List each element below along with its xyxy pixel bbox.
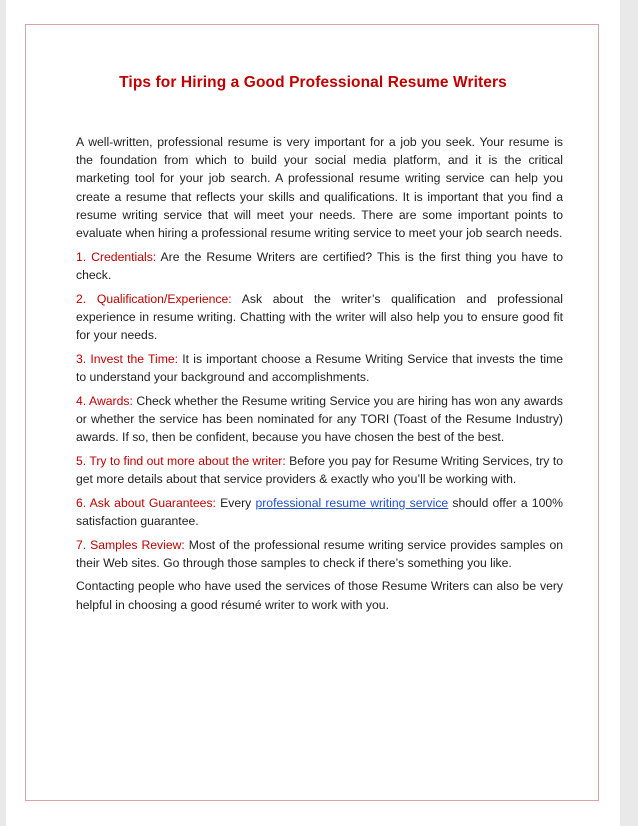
tip-qualification <box>76 290 563 345</box>
tip-label: 1. Credentials: <box>76 249 157 264</box>
tip-label: 5. Try to find out more about the writer: <box>76 453 286 468</box>
tip-label: 6. Ask about Guarantees: <box>76 495 216 510</box>
tip-text: Before you pay for Resume Writing Services, try to get more details about that service providers & exactly who you’ll be working with. <box>76 453 563 486</box>
tip-awards <box>76 392 563 447</box>
tip-label: 3. Invest the Time: <box>76 351 179 366</box>
tip-label: 2. Qualification/Experience: <box>76 291 232 306</box>
page-title: Tips for Hiring a Good Professional Resume Writers <box>119 74 507 91</box>
document-page <box>6 0 620 826</box>
tip-guarantees <box>76 494 563 530</box>
tip-text-before: Every <box>215 495 256 510</box>
tip-credentials <box>76 248 563 284</box>
tip-text-after: should offer a 100% satisfaction guarantee. <box>76 495 563 528</box>
tip-label: 7. Samples Review: <box>76 537 185 552</box>
intro-paragraph: A well-written, professional resume is very important for a job you seek. Your resume is the foundation from which to build your social media platform, and it is the critical marketing tool for your job search. A professional resume writing service can help you create a resume that reflects your skills and qualifications. It is important that you find a resume writing service that will meet your needs. There are some important points to evaluate when hiring a professional resume writing service to meet your job search needs. <box>76 135 563 241</box>
tip-invest-time <box>76 350 563 386</box>
tip-text: Check whether the Resume writing Service you are hiring has won any awards or whether the service has been nominated for any TORI (Toast of the Resume Industry) awards. If so, then be confident, because you have chosen the best of the best. <box>76 393 563 445</box>
tip-writer <box>76 452 563 488</box>
tip-text: It is important choose a Resume Writing Service that invests the time to understand your background and accomplishments. <box>76 351 563 384</box>
tip-text: Are the Resume Writers are certified? This is the first thing you have to check. <box>76 249 563 282</box>
document-body <box>76 133 563 619</box>
tip-label: 4. Awards: <box>76 393 133 408</box>
tip-text: Ask about the writer’s qualification and professional experience in resume writing. Chatting with the writer will also help you to ensure good fit for your needs. <box>76 291 563 343</box>
resume-service-link[interactable]: professional resume writing service <box>255 495 449 510</box>
tip-text: Most of the professional resume writing service provides samples on their Web sites. Go through those samples to check if there’s something you like. <box>76 537 563 570</box>
tip-samples <box>76 536 563 572</box>
closing-paragraph: Contacting people who have used the services of those Resume Writers can also be very helpful in choosing a good résumé writer to work with you. <box>76 579 563 612</box>
